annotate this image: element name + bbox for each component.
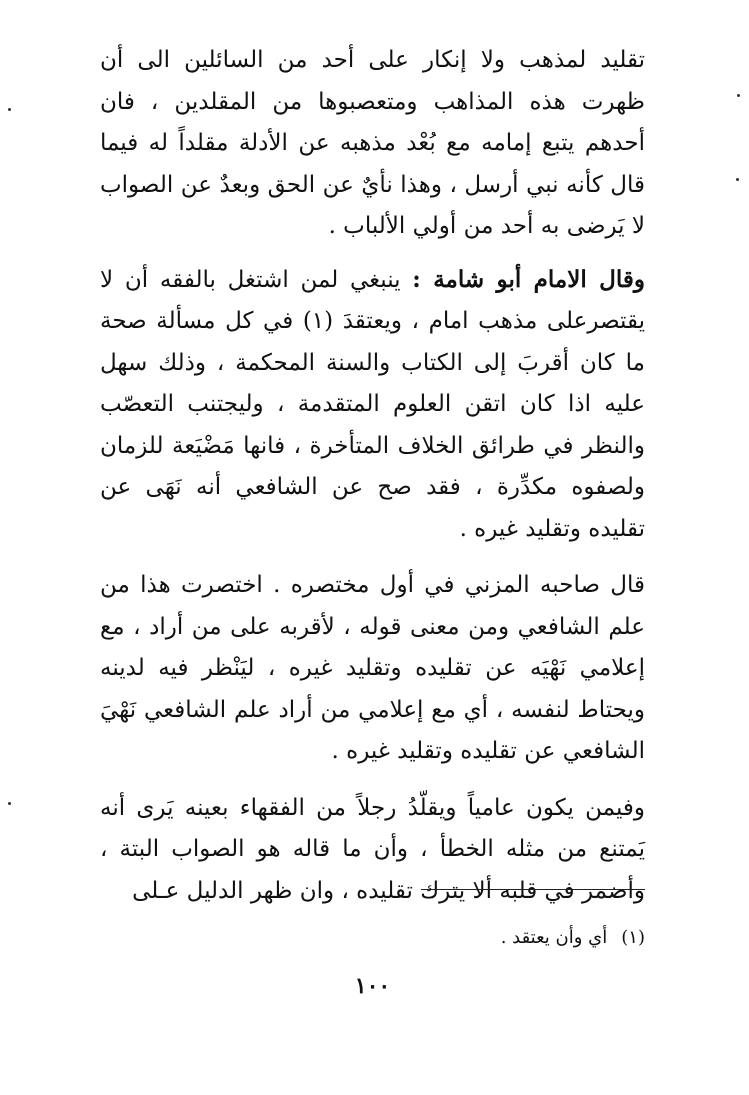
paragraph-4-text: وفيمن يكون عامياً ويقلّدُ رجلاً من الفقهاء بعينه يَرى أنه يَمتنع من مثله الخطأ ، وأن ما قاله هو الصواب البتة ، وأضمر في قلبه ألا يترك تقليده ، وان ظهر الدليل عـلى: [100, 794, 645, 904]
margin-dot: [736, 178, 739, 181]
paragraph-1: [100, 40, 645, 248]
paragraph-3: [100, 565, 645, 773]
margin-dot: [8, 802, 11, 805]
paragraph-3-text: قال صاحبه المزني في أول مختصره . اختصرت هذا من علم الشافعي ومن معنى قوله ، لأقربه على من أراد ، مع إعلامي نَهْيَه عن تقليده وتقليد غيره ، ليَنْظر فيه لدينه ويحتاط لنفسه ، أي مع إعلامي من أراد علم الشافعي نَهْيَ الشافعي عن تقليده وتقليد غيره .: [100, 572, 645, 764]
paragraph-2-text: ينبغي لمن اشتغل بالفقه أن لا يقتصرعلى مذهب امام ، ويعتقدَ (١) في كل مسألة صحة ما كان أقربَ إلى الكتاب والسنة المحكمة ، وذلك سهل عليه اذا كان اتقن العلوم المتقدمة ، وليجتنب التعصّب والنظر في طرائق الخلاف المتأخرة ، فانها مَضْيَعة للزمان ولصفوه مكدِّرة ، فقد صح عن الشافعي أنه نَهَى عن تقليده وتقليد غيره .: [100, 266, 645, 542]
footnote-text: أي وأن يعتقد .: [500, 927, 608, 948]
paragraph-2: [100, 259, 645, 551]
paragraph-4: [100, 788, 645, 913]
footnote-divider: [421, 889, 645, 890]
book-page: [100, 40, 645, 1095]
margin-dot: [8, 108, 11, 111]
footnote: [501, 924, 645, 952]
page-number: ١٠٠: [354, 973, 391, 999]
paragraph-1-text: تقليد لمذهب ولا إنكار على أحد من السائلين الى أن ظهرت هذه المذاهب ومتعصبوها من المقلدين ، فان أحدهم يتبع إمامه مع بُعْد مذهبه عن الأدلة مقلداً له فيما قال كأنه نبي أرسل ، وهذا نأيٌ عن الحق وبعدٌ عن الصواب لا يَرضى به أحد من أولي الألباب .: [100, 47, 645, 239]
margin-dot: [737, 94, 740, 97]
paragraph-2-lead: وقال الامام أبو شامة :: [412, 265, 645, 293]
footnote-marker: (١): [621, 927, 645, 948]
